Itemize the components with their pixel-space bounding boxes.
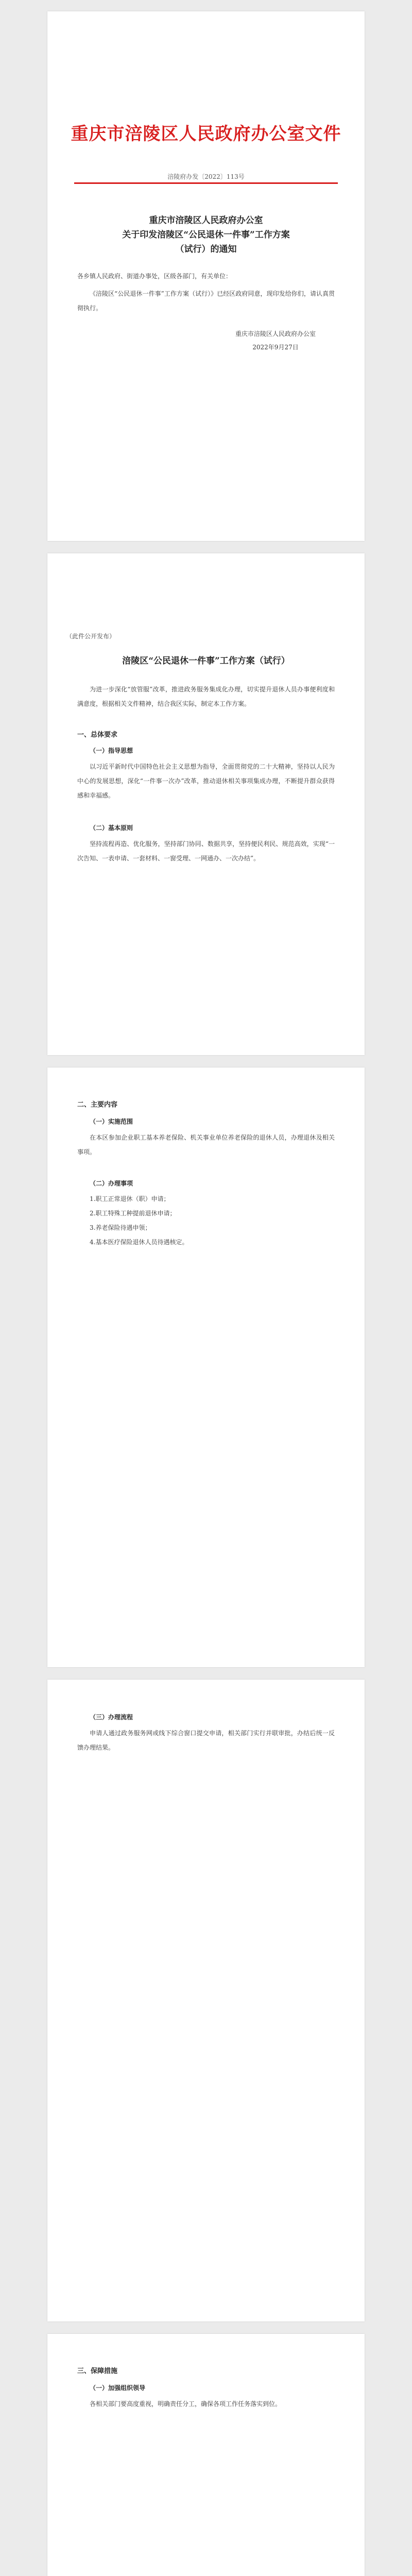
subsection-heading: （二）办理事项 (90, 1180, 133, 1187)
notice-body: 《涪陵区“公民退休一件事”工作方案（试行）》已经区政府同意，现印发给你们，请认真贯彻执行。 (77, 290, 335, 312)
list-item: 1.职工正常退休（职）申请； (90, 1195, 170, 1202)
document-number: 涪陵府办发〔2022〕113号 (167, 173, 245, 180)
subsection-text: 以习近平新时代中国特色社会主义思想为指导，全面贯彻党的二十大精神，坚持以人民为中心的发展思想，深化“一件事一次办”改革，推动退休相关事项集成办理，不断提升群众获得感和幸福感。 (77, 763, 335, 799)
plan-title: 涪陵区“公民退休一件事”工作方案（试行） (122, 656, 290, 666)
subsection-heading: （一）实施范围 (90, 1118, 133, 1125)
signer: 重庆市涪陵区人民政府办公室 (235, 330, 316, 337)
list-item: 3.养老保险待遇申领； (90, 1224, 151, 1231)
plan-page-1 (47, 553, 365, 1055)
publication-note: （此件公开发布） (66, 633, 116, 640)
notice-page (47, 11, 365, 541)
subsection-text: 申请人通过政务服务网或线下综合窗口提交申请，相关部门实行并联审批，办结后统一反馈办理结果。 (77, 1730, 335, 1751)
notice-title-line1: 重庆市涪陵区人民政府办公室 (149, 215, 263, 226)
subsection-heading: （三）办理流程 (90, 1714, 133, 1721)
section-heading: 一、总体要求 (77, 731, 118, 739)
subsection-text: 在本区参加企业职工基本养老保险、机关事业单位养老保险的退休人员，办理退休及相关事项。 (77, 1134, 335, 1156)
subsection-text: 各相关部门要高度重视，明确责任分工，确保各项工作任务落实到位。 (90, 2400, 282, 2408)
document-header-title: 重庆市涪陵区人民政府办公室文件 (71, 124, 341, 144)
list-item: 2.职工特殊工种提前退休申请； (90, 1210, 176, 1217)
notice-recipients: 各乡镇人民政府、街道办事处，区级各部门，有关单位： (77, 273, 232, 280)
section-heading: 二、主要内容 (77, 1101, 118, 1109)
section-heading: 三、保障措施 (77, 2367, 118, 2375)
subsection-text: 坚持流程再造、优化服务，坚持部门协同、数据共享，坚持便民利民、规范高效，实现“一次告知、一表申请、一套材料、一窗受理、一网通办、一次办结”。 (77, 840, 335, 862)
notice-title-line2: 关于印发涪陵区“公民退休一件事”工作方案 (122, 230, 290, 240)
plan-intro: 为进一步深化“放管服”改革，推进政务服务集成化办理，切实提升退休人员办事便利度和满意度，根据相关文件精神，结合我区实际，制定本工作方案。 (77, 686, 335, 707)
subsection-heading: （一）指导思想 (90, 747, 133, 754)
sign-date: 2022年9月27日 (252, 344, 299, 351)
subsection-heading: （二）基本原则 (90, 824, 133, 832)
list-item: 4.基本医疗保险退休人员待遇核定。 (90, 1239, 188, 1246)
plan-page-3 (47, 1680, 365, 2321)
plan-page-2 (47, 1067, 365, 1667)
notice-title-line3: （试行）的通知 (175, 244, 237, 255)
red-divider (74, 182, 338, 184)
subsection-heading: （一）加强组织领导 (90, 2384, 146, 2392)
plan-page-4 (47, 2334, 365, 2576)
